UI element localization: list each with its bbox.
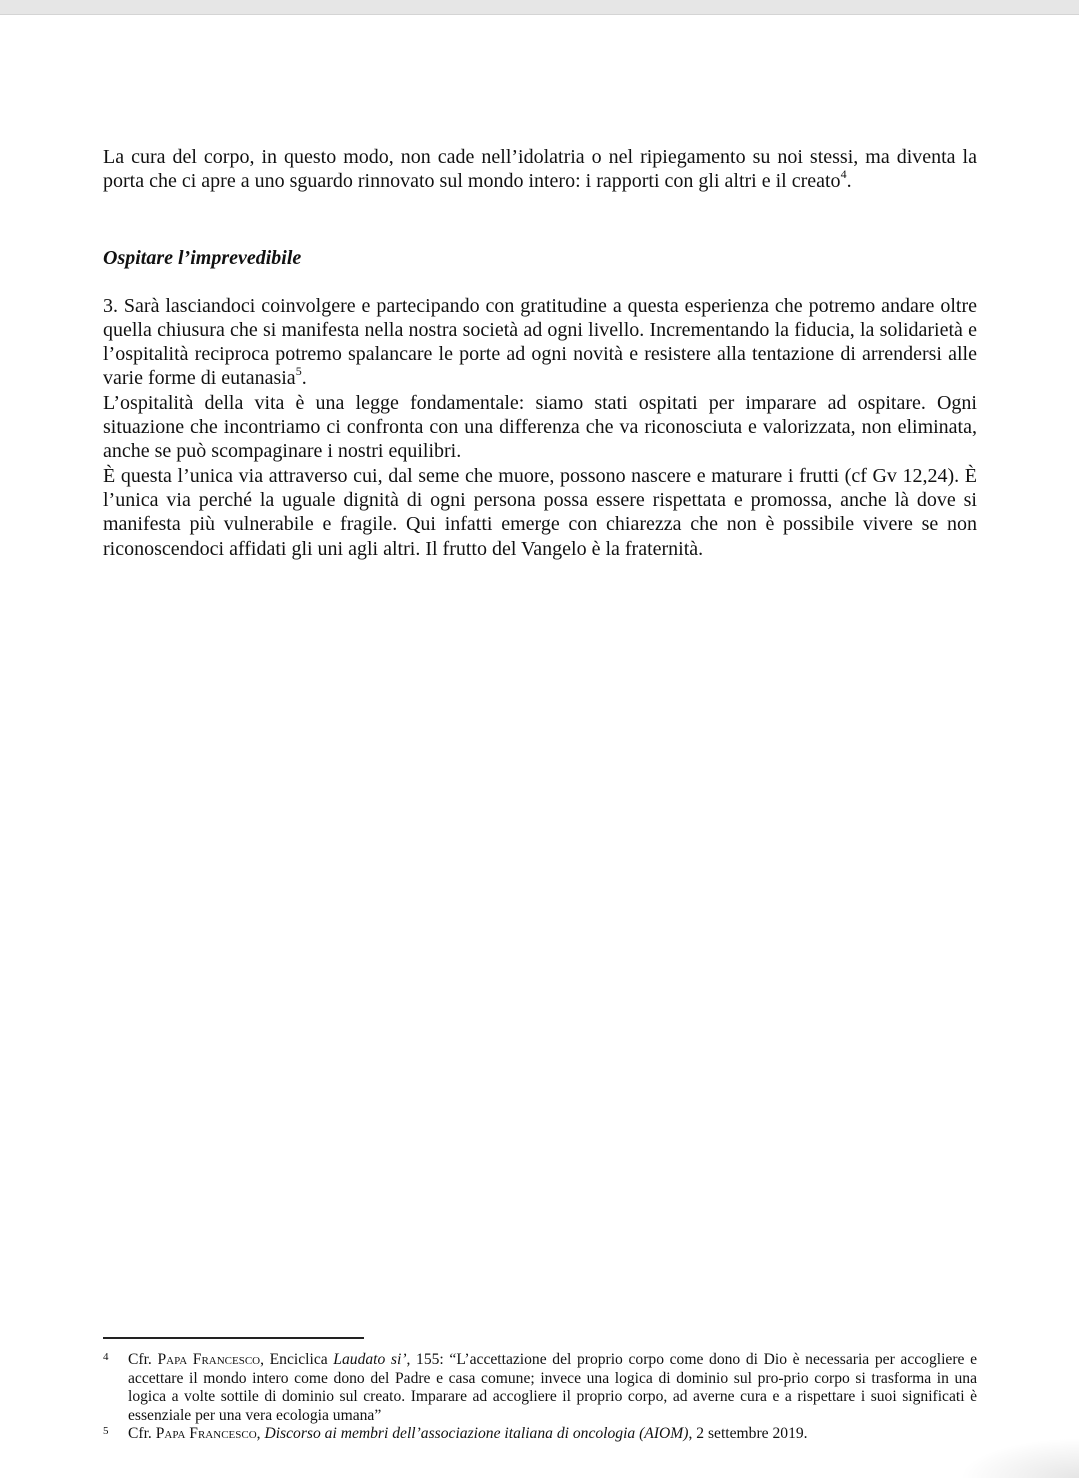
body-text [103, 145, 977, 561]
page-corner-shadow [959, 1438, 1079, 1478]
footnote-author: Papa Francesco [157, 1351, 261, 1368]
document-page [0, 15, 1079, 1478]
paragraph-intro-text: La cura del corpo, in questo modo, non cade nell’idolatria o nel ripiegamento su noi stessi, ma diventa la porta che ci apre a uno sguardo rinnovato sul mondo intero: i rapporti con gli altri e il creato [103, 146, 977, 193]
paragraph-intro: La cura del corpo, in questo modo, non cade nell’idolatria o nel ripiegamento su noi stessi, ma diventa la porta che ci apre a uno sguardo rinnovato sul mondo intero: i rapporti con gli altri e il creato$^4$. [103, 146, 977, 193]
footnote-4: 4 Cfr. Papa Francesco, Enciclica Laudato si’, 155: “L’accettazione del proprio corpo come dono di Dio è necessaria per accogliere e accettare il mondo intero come dono del Padre e casa comune; invece una logica di dominio sul pro-prio corpo si trasforma in una logica a volte sottile di dominio sul creato. Imparare ad accogliere il proprio corpo, ad averne cura e a rispettare i suoi significati è essenziale per una vera ecologia umana” [103, 1351, 977, 1425]
footnote-title: Discorso ai membri dell’associazione italiana di oncologia (AIOM) [264, 1425, 689, 1443]
section-heading: Ospitare l’imprevedibile [103, 246, 302, 269]
footnote-ref-4[interactable]: 4 [840, 166, 847, 181]
footnotes [103, 1337, 977, 1444]
viewer-top-bar [0, 0, 1079, 15]
footnote-ref-5[interactable]: 5 [295, 363, 302, 378]
footnote-5: 5 Cfr. Papa Francesco, Discorso ai membri dell’associazione italiana di oncologia (AIOM), 2 settembre 2019. [103, 1425, 977, 1444]
footnote-number: 5 [103, 1425, 109, 1438]
footnote-title: Laudato si’ [333, 1351, 407, 1368]
paragraph-3-text: 3. Sarà lasciandoci coinvolgere e partecipando con gratitudine a questa esperienza che potremo andare oltre quella chiusura che si manifesta nella nostra società ad ogni livello. Incrementando la fiducia, la solidarietà e l’ospitalità reciproca potremo spalancare le porte ad ogni novità e resistere alla tentazione di arrendersi alle varie forme di eutanasia [103, 294, 977, 390]
paragraph-4: L’ospitalità della vita è una legge fondamentale: siamo stati ospitati per imparare ad ospitare. Ogni situazione che incontriamo ci confronta con una differenza che va riconosciuta e valorizzata, non eliminata, anche se può scompaginare i nostri equilibri. [103, 391, 977, 463]
paragraph-3: 3. Sarà lasciandoci coinvolgere e partecipando con gratitudine a questa esperienza che potremo andare oltre quella chiusura che si manifesta nella nostra società ad ogni livello. Incrementando la fiducia, la solidarietà e l’ospitalità reciproca potremo spalancare le porte ad ogni novità e resistere alla tentazione di arrendersi alle varie forme di eutanasia$^5$. [103, 294, 977, 390]
paragraph-5: È questa l’unica via attraverso cui, dal seme che muore, possono nascere e maturare i frutti (cf Gv 12,24). È l’unica via perché la uguale dignità di ogni persona possa essere rispettata e promossa, anche là dove si manifesta più vulnerabile e fragile. Qui infatti emerge con chiarezza che non è possibile vivere se non riconoscendoci affidati gli uni agli altri. Il frutto del Vangelo è la fraternità. [103, 464, 977, 560]
footnote-author: Papa Francesco [155, 1425, 257, 1443]
footnote-separator [103, 1337, 364, 1339]
footnote-number: 4 [103, 1351, 109, 1363]
